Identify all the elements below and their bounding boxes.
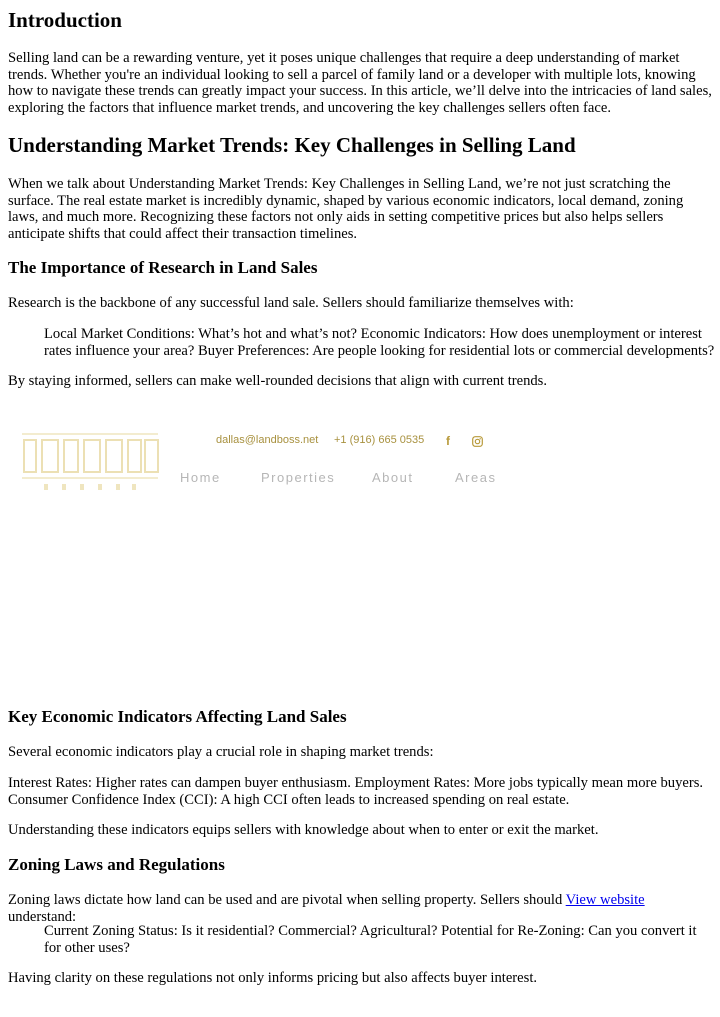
- facebook-icon[interactable]: f: [446, 434, 450, 448]
- zoning-outro: Having clarity on these regulations not only informs pricing but also affects buyer interest.: [8, 970, 538, 986]
- nav-properties[interactable]: Properties: [261, 470, 336, 485]
- landboss-logo[interactable]: [22, 432, 160, 494]
- market-heading: Understanding Market Trends: Key Challenges in Selling Land: [8, 133, 576, 157]
- nav-areas[interactable]: Areas: [455, 470, 497, 485]
- intro-heading: Introduction: [8, 8, 122, 32]
- zoning-list: Current Zoning Status: Is it residential? Commercial? Agricultural? Potential for Re-Zoning: Can you convert it for other uses?: [44, 923, 697, 956]
- research-intro: Research is the backbone of any successful land sale. Sellers should familiarize themselves with:: [8, 295, 574, 311]
- header-phone-link[interactable]: +1 (916) 665 0535: [334, 434, 425, 446]
- research-heading: The Importance of Research in Land Sales: [8, 258, 318, 277]
- zoning-heading: Zoning Laws and Regulations: [8, 855, 225, 874]
- research-list: Local Market Conditions: What’s hot and what’s not? Economic Indicators: How does unemployment or interest rates influence your area? Buyer Preferences: Are people looking for residential lots or commercial developments?: [44, 326, 715, 359]
- view-website-link[interactable]: View website: [565, 892, 645, 908]
- embedded-site-header: [0, 410, 720, 710]
- economic-intro: Several economic indicators play a crucial role in shaping market trends:: [8, 744, 434, 760]
- research-outro: By staying informed, sellers can make well-rounded decisions that align with current trends.: [8, 373, 548, 389]
- nav-about[interactable]: About: [372, 470, 414, 485]
- economic-outro: Understanding these indicators equips sellers with knowledge about when to enter or exit the market.: [8, 822, 599, 838]
- economic-heading: Key Economic Indicators Affecting Land Sales: [8, 707, 347, 726]
- header-email-link[interactable]: dallas@landboss.net: [216, 434, 319, 446]
- zoning-intro-before: Zoning laws dictate how land can be used and are pivotal when selling property. Sellers should: [8, 892, 566, 908]
- zoning-intro-after: understand:: [8, 908, 77, 925]
- zoning-intro: [8, 892, 716, 925]
- intro-paragraph: Selling land can be a rewarding venture, yet it poses unique challenges that require a deep understanding of market trends. Whether you're an individual looking to sell a parcel of family land or a developer with multiple lots, knowing how to navigate these trends can greatly impact your success. In this article, we’ll delve into the intricacies of land sales, exploring the factors that influence market trends, and uncovering the key challenges sellers often face.: [8, 50, 712, 116]
- market-paragraph: When we talk about Understanding Market Trends: Key Challenges in Selling Land, we’re not just scratching the surface. The real estate market is incredibly dynamic, shaped by various economic indicators, local demand, zoning laws, and much more. Recognizing these factors not only aids in setting competitive prices but also helps sellers anticipate shifts that could affect their transaction timelines.: [8, 176, 684, 242]
- economic-list: Interest Rates: Higher rates can dampen buyer enthusiasm. Employment Rates: More jobs typically mean more buyers. Consumer Confidence Index (CCI): A high CCI often leads to increased spending on real estate.: [8, 775, 704, 808]
- instagram-icon[interactable]: [472, 436, 483, 450]
- nav-home[interactable]: Home: [180, 470, 221, 485]
